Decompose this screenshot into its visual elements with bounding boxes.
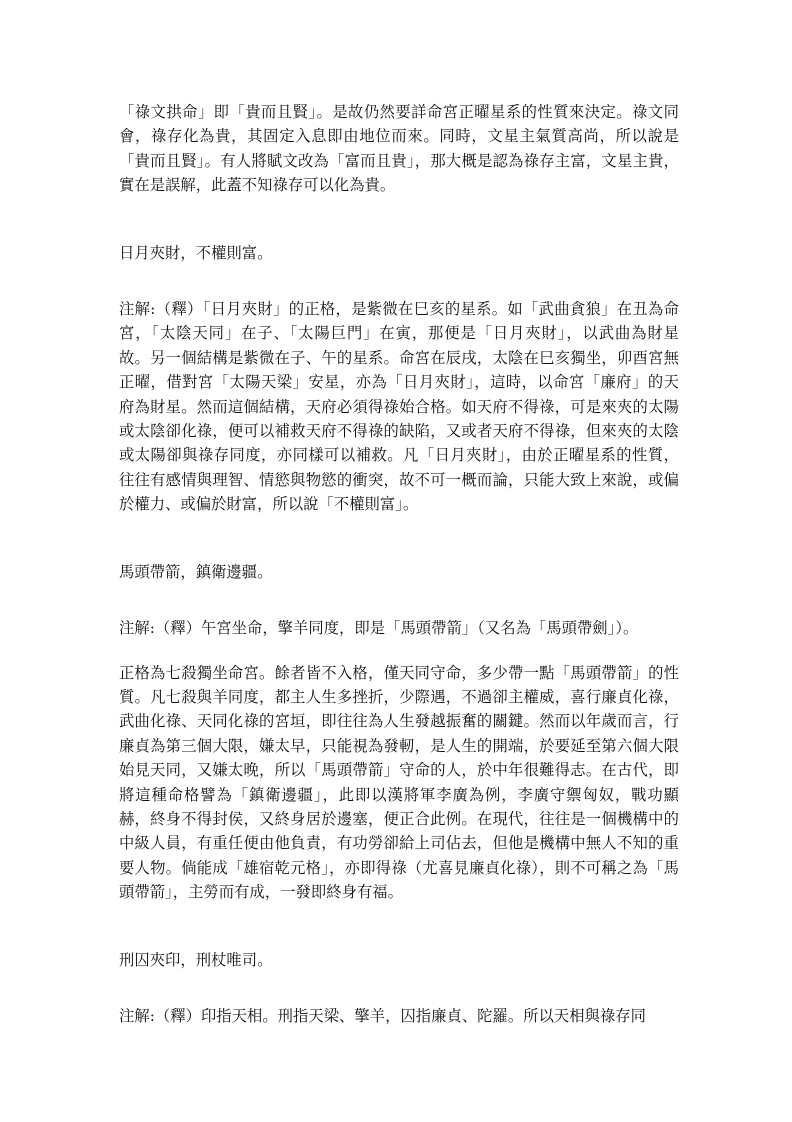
heading-ma-tou-dai-jian: 馬頭帶箭，鎮衛邊疆。 xyxy=(119,562,273,581)
paragraph-gap xyxy=(119,972,679,1004)
paragraph-gap xyxy=(119,265,679,297)
paragraph-zheng-ge: 正格為七殺獨坐命宮。餘者皆不入格，僅天同守命，多少帶一點「馬頭帶箭」的性質。凡七殺與羊同度，都主人生多挫折，少際遇，不過卻主權威，喜行廉貞化祿，武曲化祿、天同化祿的宮垣，即往往為人生發越振奮的關鍵。然而以年歲而言，行廉貞為第三個大限，嫌太早，只能視為發軔，是人生的開端，於要延至第六個大限始見天同，又嫌太晚，所以「馬頭帶箭」守命的人，於中年很難得志。在古代，即將這種命格譬為「鎮衛邊疆」，此即以漢將軍李廣為例，李廣守禦匈奴，戰功顯赫，終身不得封侯，又終身居於邊塞，便正合此例。在現代，往往是一個機構中的中級人員，有重任便由他負責，有功勞卻給上司佔去，但他是機構中無人不知的重要人物。倘能成「雄宿乾元格」，亦即得祿（尤喜見廉貞化祿），則不可稱之為「馬頭帶箭」，主勞而有成，一發即終身有福。 xyxy=(119,663,679,902)
paragraph-lu-wen-gong-ming: 「祿文拱命」即「貴而且賢」。是故仍然要詳命宮正曜星系的性質來決定。祿文同會，祿存化為貴，其固定入息即由地位而來。同時，文星主氣質高尚，所以說是「貴而且賢」。有人將賦文改為「富而且貴」，那大概是認為祿存主富，文星主貴，實在是誤解，此蓋不知祿存可以化為貴。 xyxy=(119,103,679,195)
paragraph-gap xyxy=(119,584,679,616)
annotation-xing-qiu-jia-yin: 注解:（釋）印指天相。刑指天梁、擎羊，囚指廉貞、陀羅。所以天相與祿存同 xyxy=(119,1006,646,1025)
heading-ri-yue-jia-cai: 日月夾財，不權則富。 xyxy=(119,243,273,262)
paragraph-gap xyxy=(119,641,679,661)
annotation-ri-yue-jia-cai: 注解:（釋）「日月夾財」的正格，是紫微在巳亥的星系。如「武曲貪狼」在丑為命宮，「太陰天同」在子、「太陽巨門」在寅，那便是「日月夾財」，以武曲為財星故。另一個結構是紫微在子、午的星系。命宮在辰戌，太陰在巳亥獨坐，卯酉宮無正曜，借對宮「太陽天梁」安星，亦為「日月夾財」，這時，以命宮「廉府」的天府為財星。然而這個結構，天府必須得祿始合格。如天府不得祿，可是來夾的太陽或太陰卻化祿，便可以補救天府不得祿的缺陷，又或者天府不得祿，但來夾的太陰或太陽卻與祿存同度，亦同樣可以補救。凡「日月夾財」，由於正曜星系的性質，往往有感情與理智、情慾與物慾的衝突，故不可一概而論，只能大致上來說，或偏於權力、或偏於財富，所以說「不權則富」。 xyxy=(119,300,679,514)
annotation-ma-tou-dai-jian: 注解:（釋）午宮坐命，擎羊同度，即是「馬頭帶箭」（又名為「馬頭帶劍」）。 xyxy=(119,619,639,638)
heading-xing-qiu-jia-yin: 刑囚夾印，刑杖唯司。 xyxy=(119,950,273,969)
paragraph-gap xyxy=(119,905,679,948)
paragraph-gap xyxy=(119,198,679,241)
document-page xyxy=(119,100,679,1028)
paragraph-gap xyxy=(119,517,679,560)
